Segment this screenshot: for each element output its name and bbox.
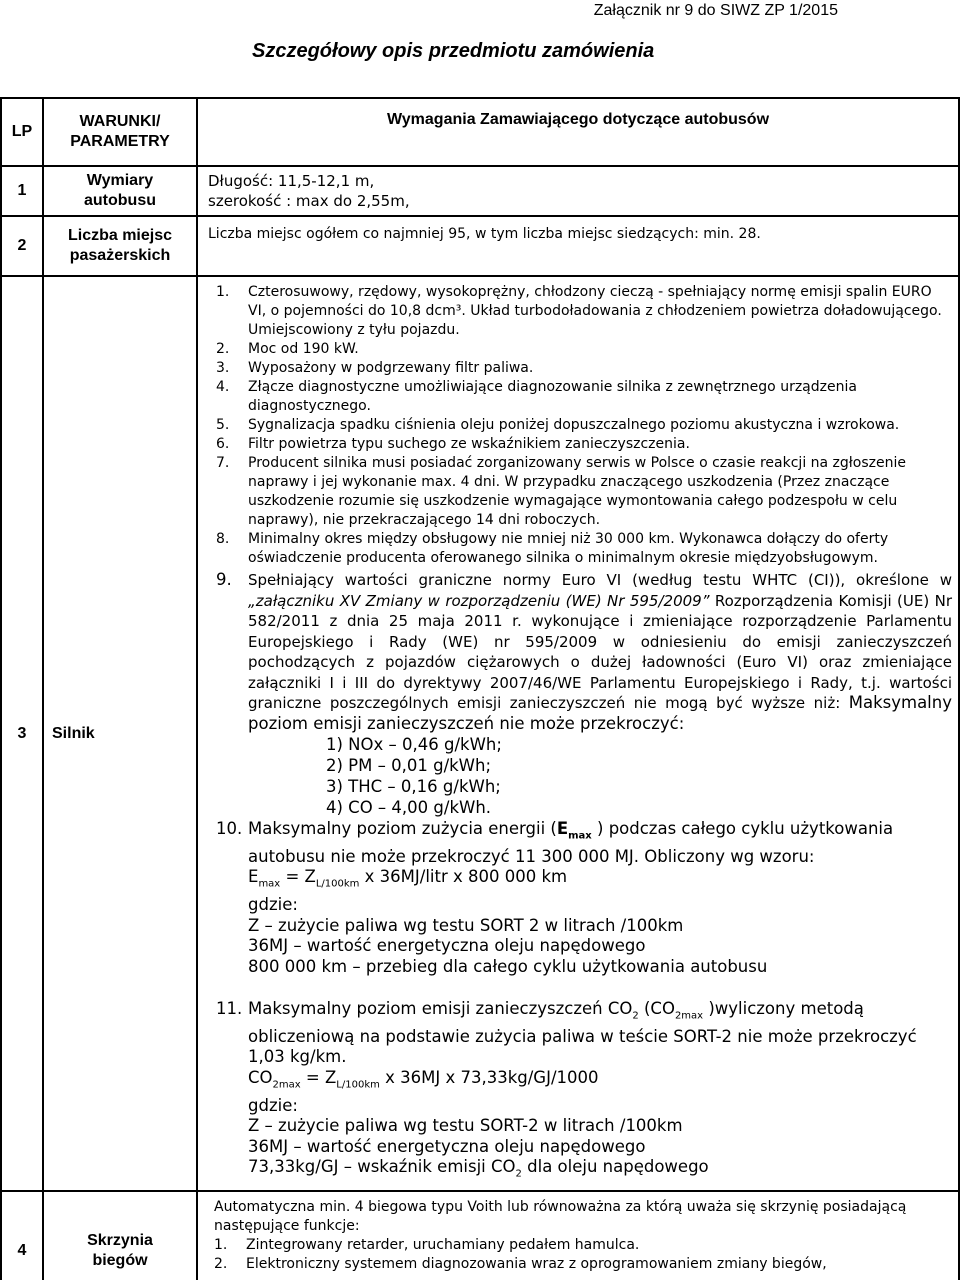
row-number: 4 xyxy=(1,1191,43,1280)
header-parameters: WARUNKI/ PARAMETRY xyxy=(43,98,197,166)
gearbox-requirements xyxy=(197,1191,959,1280)
list-item: 3. Wyposażony w podgrzewany filtr paliwa. xyxy=(216,360,534,376)
table-row xyxy=(1,276,959,1191)
list-item: 1. Zintegrowany retarder, uruchamiany pedałem hamulca. xyxy=(214,1237,640,1253)
header-requirements: Wymagania Zamawiającego dotyczące autobusów xyxy=(197,98,959,166)
table-row xyxy=(1,216,959,276)
emission-limits-list xyxy=(216,734,952,818)
table-header-row xyxy=(1,98,959,166)
gearbox-intro: Automatyczna min. 4 biegowa typu Voith lub równoważna za którą uważa się skrzynię posiadającą następujące funkcje: xyxy=(214,1199,907,1234)
list-item-energy: 10. Maksymalny poziom zużycia energii ($E_{max}$ ) podczas całego cyklu użytkowania autobusu nie może przekroczyć 11 300 000 MJ. Obliczony wg wzoru: $E_{max} = Z_{L/100km}$ x 36MJ/litr x 800 000 km gdzie: Z – zużycie paliwa wg testu SORT 2 w litrach /100km 36MJ – wartość energetyczna oleju napędowego 800 000 km – przebieg dla całego cyklu użytkowania autobusu xyxy=(216,819,952,977)
row-number: 3 xyxy=(1,276,43,1191)
table-row xyxy=(1,166,959,216)
table-row xyxy=(1,1191,959,1280)
limit-thc: 3) THC – 0,16 g/kWh; xyxy=(326,777,501,796)
seats-text: Liczba miejsc ogółem co najmniej 95, w tym liczba miejsc siedzących: min. 28. xyxy=(208,226,761,242)
limit-pm: 2) PM – 0,01 g/kWh; xyxy=(326,756,492,775)
width-text: szerokość : max do 2,55m, xyxy=(208,192,410,210)
length-text: Długość: 11,5-12,1 m, xyxy=(208,172,375,190)
specification-table xyxy=(0,97,960,1280)
row-parameter: Silnik xyxy=(43,276,197,1191)
list-item: 5. Sygnalizacja spadku ciśnienia oleju poniżej dopuszczalnego poziomu akustyczna i wzrokowa. xyxy=(216,417,900,433)
list-item: 1. Czterosuwowy, rzędowy, wysokoprężny, chłodzony cieczą - spełniający normę emisji spalin EURO VI, o pojemności do 10,8 dcm³. Układ turbodoładowania z chłodzeniem powietrza doładowującego. Umiejscowiony z tyłu pojazdu. xyxy=(216,284,942,338)
limit-co: 4) CO – 4,00 g/kWh. xyxy=(326,798,492,817)
list-item: 2. Moc od 190 kW. xyxy=(216,341,359,357)
list-item-emission-norm: 9. Spełniający wartości graniczne normy Euro VI (według testu WHTC (CI)), określone w „załączniku XV Zmiany w rozporządzeniu (WE) Nr 595/2009” Rozporządzenia Komisji (UE) Nr 582/2011 z dnia 25 maja 2011 r. wykonujące i zmieniające rozporządzenie Parlamentu Europejskiego i Rady (WE) nr 595/2009 w odniesieniu do emisji zanieczyszczeń pochodzących z pojazdów ciężarowych o dużej ładowności (Euro VI) oraz zmieniające załączniki I i III do dyrektywy 2007/46/WE Parlamentu Europejskiego i Rady, t.j. wartości graniczne poszczególnych emisji zanieczyszczeń nie mogą być wyższe niż: Maksymalny poziom emisji zanieczyszczeń nie może przekroczyć: xyxy=(216,570,952,733)
list-item-co2: 11. Maksymalny poziom emisji zanieczyszczeń $CO_2$ ($CO_{2max}$ )wyliczony metodą obliczeniową na podstawie zużycia paliwa w teście SORT-2 nie może przekroczyć 1,03 kg/km. $CO_{2max} = Z_{L/100km}$ x 36MJ x 73,33kg/GJ/1000 gdzie: Z – zużycie paliwa wg testu SORT-2 w litrach /100km 36MJ – wartość energetyczna oleju napędowego 73,33kg/GJ – wskaźnik emisji $CO_2$ dla oleju napędowego xyxy=(216,999,952,1185)
row-parameter: Skrzynia biegów xyxy=(43,1191,197,1280)
co2-formula: $CO_{2max} = Z_{L/100km}$ x 36MJ x 73,33kg/GJ/1000 xyxy=(248,1067,599,1091)
row-number: 2 xyxy=(1,216,43,276)
header-lp: LP xyxy=(1,98,43,166)
attachment-label: Załącznik nr 9 do SIWZ ZP 1/2015 xyxy=(593,2,838,19)
limit-nox: 1) NOx – 0,46 g/kWh; xyxy=(326,735,502,754)
row-parameter: Liczba miejsc pasażerskich xyxy=(43,216,197,276)
row-requirements xyxy=(197,216,959,276)
list-item: 8. Minimalny okres między obsługowy nie mniej niż 30 000 km. Wykonawca dołączy do oferty oświadczenie producenta oferowanego silnika o minimalnym okresie międzyobsługowym. xyxy=(216,531,889,566)
row-requirements xyxy=(197,166,959,216)
list-item: 4. Złącze diagnostyczne umożliwiające diagnozowanie silnika z zewnętrznego urządzenia diagnostycznego. xyxy=(216,379,857,414)
list-item: 6. Filtr powietrza typu suchego ze wskaźnikiem zanieczyszczenia. xyxy=(216,436,690,452)
list-item: 7. Producent silnika musi posiadać zorganizowany serwis w Polsce o czasie reakcji na zgłoszenie naprawy i jej wykonanie max. 4 dni. W przypadku znaczącego uszkodzenia (Przez znaczące uszkodzenie rozumie się uszkodzenie wymagające wymontowania całego podzespołu w celu naprawy), nie przekraczającego 14 dni roboczych. xyxy=(216,455,906,528)
engine-requirements xyxy=(197,276,959,1191)
energy-formula: $E_{max} = Z_{L/100km}$ x 36MJ/litr x 800 000 km xyxy=(248,867,568,890)
row-number: 1 xyxy=(1,166,43,216)
list-item: 2. Elektroniczny systemem diagnozowania wraz z oprogramowaniem zmiany biegów, xyxy=(214,1256,827,1272)
document-title: Szczegółowy opis przedmiotu zamówienia xyxy=(252,40,655,62)
row-parameter: Wymiary autobusu xyxy=(43,166,197,216)
